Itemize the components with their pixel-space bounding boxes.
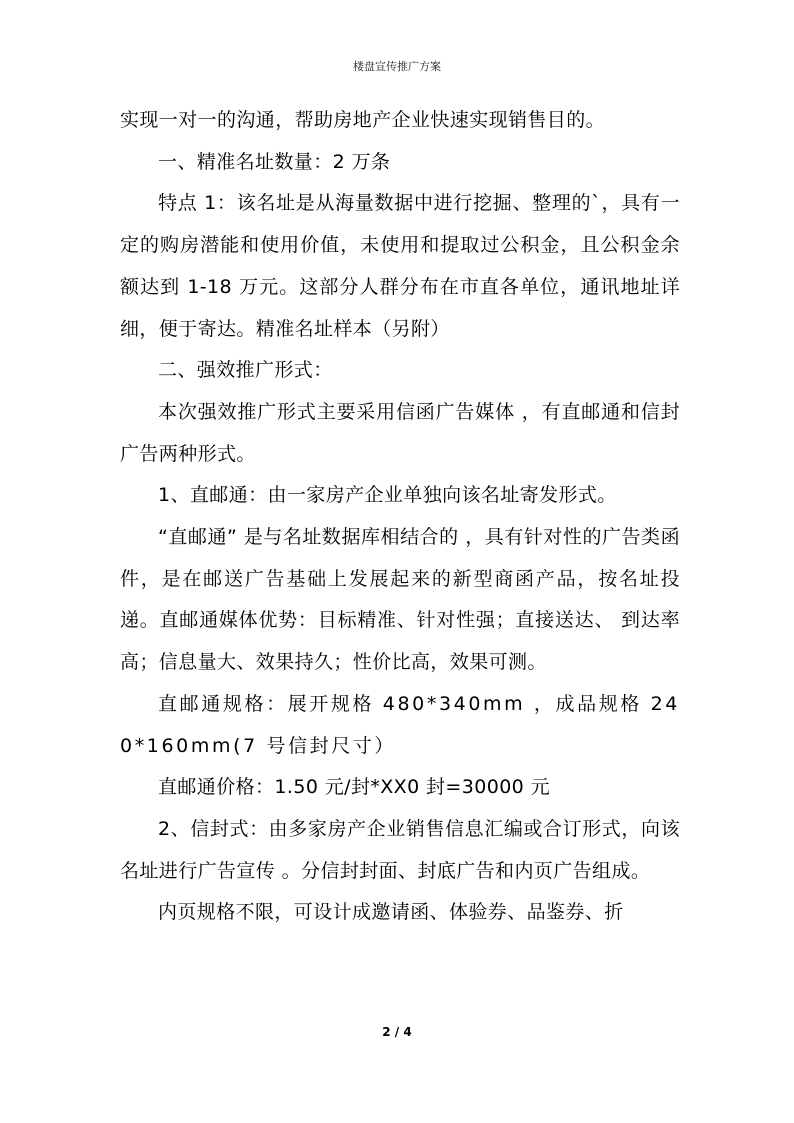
paragraph-envelope-form: 2、信封式：由多家房产企业销售信息汇编或合订形式，向该名址进行广告宣传 。分信封封面、封底广告和内页广告组成。 xyxy=(120,817,680,882)
section-heading-address-count: 一、精准名址数量：2 万条 xyxy=(158,150,391,173)
paragraph-direct-mail-definition: 1、直邮通：由一家房产企业单独向该名址寄发形式。 xyxy=(158,484,617,507)
page-header-title: 楼盘宣传推广方案 xyxy=(353,60,441,73)
paragraph-direct-mail-price: 直邮通价格：1.50 元/封*XX0 封=30000 元 xyxy=(158,776,551,799)
document-body xyxy=(120,100,680,934)
paragraph-direct-mail-spec: 直邮通规格：展开规格 480*340mm ，成品规格 240*160mm(7 号信封尺寸） xyxy=(120,692,680,757)
paragraph-promotion-intro: 本次强效推广形式主要采用信函广告媒体 ，有直邮通和信封广告两种形式。 xyxy=(120,400,680,465)
paragraph-feature-1: 特点 1：该名址是从海量数据中进行挖掘、整理的`，具有一定的购房潜能和使用价值，未使用和提取过公积金，且公积金余额达到 1-18 万元。这部分人群分布在市直各单位，通讯地址详细，便于寄达。精准名址样本（另附） xyxy=(120,192,680,340)
paragraph-inner-page-spec: 内页规格不限，可设计成邀请函、体验券、品鉴券、折 xyxy=(158,901,624,924)
page-number: 2 / 4 xyxy=(382,1025,412,1039)
paragraph-continuation: 实现一对一的沟通，帮助房地产企业快速实现销售目的。 xyxy=(120,109,606,131)
section-heading-promotion-form: 二、强效推广形式： xyxy=(158,359,333,382)
paragraph-direct-mail-description: “直邮通” 是与名址数据库相结合的 ，具有针对性的广告类函件，是在邮送广告基础上发展起来的新型商函产品，按名址投递。直邮通媒体优势：目标精准、针对性强；直接送达、 到达率高；信息量大、效果持久；性价比高，效果可测。 xyxy=(120,526,680,674)
